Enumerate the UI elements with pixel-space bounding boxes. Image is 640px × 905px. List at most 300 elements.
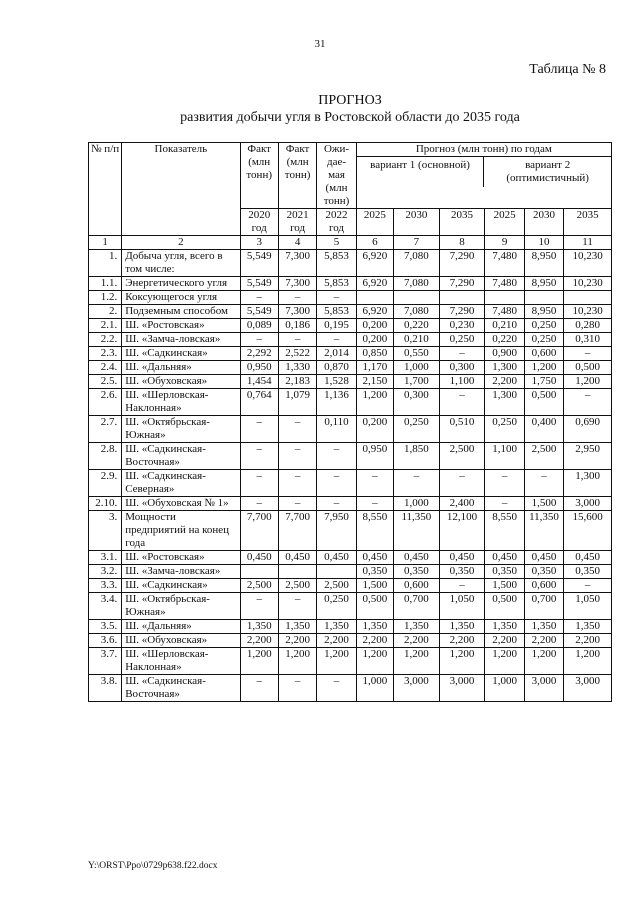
value-cell: 0,310 <box>564 333 612 347</box>
value-cell: – <box>564 347 612 361</box>
value-cell: – <box>564 579 612 593</box>
value-cell: 0,250 <box>394 416 440 443</box>
value-cell: 0,250 <box>524 319 563 333</box>
value-cell: 10,230 <box>564 305 612 319</box>
forecast-table <box>88 142 612 702</box>
value-cell: 0,200 <box>356 416 393 443</box>
row-number: 3.8. <box>89 675 122 702</box>
value-cell: 0,400 <box>524 416 563 443</box>
year-cell: 2025 <box>485 209 524 236</box>
value-cell: – <box>564 389 612 416</box>
value-cell: 0,250 <box>317 593 356 620</box>
table-row <box>89 361 612 375</box>
row-number: 2.5. <box>89 375 122 389</box>
value-cell: 2,200 <box>356 634 393 648</box>
value-cell: 1,050 <box>564 593 612 620</box>
value-cell <box>394 291 440 305</box>
value-cell: 7,950 <box>317 511 356 551</box>
value-cell: 5,549 <box>240 305 278 319</box>
value-cell: 7,300 <box>278 277 316 291</box>
value-cell: 11,350 <box>394 511 440 551</box>
table-row <box>89 305 612 319</box>
row-indicator: Ш. «Садкинская-Восточная» <box>122 675 240 702</box>
value-cell: 0,500 <box>524 389 563 416</box>
value-cell: 2,500 <box>278 579 316 593</box>
table-row <box>89 620 612 634</box>
value-cell: 1,200 <box>356 389 393 416</box>
value-cell <box>439 291 485 305</box>
row-indicator: Ш. «Дальняя» <box>122 620 240 634</box>
value-cell: 0,450 <box>317 551 356 565</box>
value-cell: 2,200 <box>240 634 278 648</box>
row-number: 2. <box>89 305 122 319</box>
value-cell: 2,200 <box>278 634 316 648</box>
value-cell: 1,528 <box>317 375 356 389</box>
value-cell: 1,000 <box>394 361 440 375</box>
value-cell: 1,000 <box>356 675 393 702</box>
value-cell: 6,920 <box>356 305 393 319</box>
value-cell: 3,000 <box>564 497 612 511</box>
row-number: 2.3. <box>89 347 122 361</box>
row-number: 2.10. <box>89 497 122 511</box>
year-cell: 2025 <box>356 209 393 236</box>
value-cell: 1,200 <box>394 648 440 675</box>
value-cell: 0,450 <box>240 551 278 565</box>
value-cell: 1,350 <box>356 620 393 634</box>
value-cell: 0,210 <box>394 333 440 347</box>
footer-file-path: Y:\ORST\Ppo\0729p638.f22.docx <box>88 861 218 871</box>
table-row <box>89 648 612 675</box>
column-number: 3 <box>240 236 278 250</box>
value-cell <box>564 291 612 305</box>
value-cell: 1,100 <box>485 443 524 470</box>
value-cell: 2,150 <box>356 375 393 389</box>
value-cell: 1,050 <box>439 593 485 620</box>
value-cell: 2,200 <box>439 634 485 648</box>
value-cell: – <box>317 470 356 497</box>
value-cell: – <box>278 675 316 702</box>
row-indicator: Мощности предприятий на конец года <box>122 511 240 551</box>
value-cell: 0,850 <box>356 347 393 361</box>
value-cell: 1,200 <box>485 648 524 675</box>
table-row <box>89 416 612 443</box>
table-label: Таблица № 8 <box>529 62 606 77</box>
value-cell: 12,100 <box>439 511 485 551</box>
value-cell: – <box>240 416 278 443</box>
value-cell: 1,200 <box>356 648 393 675</box>
table-row <box>89 551 612 565</box>
value-cell: 0,350 <box>394 565 440 579</box>
value-cell: 1,350 <box>564 620 612 634</box>
value-cell: 1,300 <box>485 389 524 416</box>
value-cell: 7,700 <box>278 511 316 551</box>
value-cell: – <box>278 291 316 305</box>
table-row <box>89 250 612 277</box>
header-forecast: Прогноз (млн тонн) по годам <box>357 143 611 157</box>
table-row <box>89 277 612 291</box>
value-cell: 0,250 <box>524 333 563 347</box>
value-cell: 6,920 <box>356 250 393 277</box>
value-cell: – <box>317 497 356 511</box>
value-cell: 0,300 <box>394 389 440 416</box>
value-cell: 7,290 <box>439 305 485 319</box>
value-cell: 8,550 <box>485 511 524 551</box>
value-cell: – <box>240 497 278 511</box>
value-cell: 0,950 <box>356 443 393 470</box>
value-cell: – <box>317 675 356 702</box>
row-indicator: Подземным способом <box>122 305 240 319</box>
row-indicator: Ш. «Садкинская» <box>122 579 240 593</box>
row-number: 3.3. <box>89 579 122 593</box>
value-cell: – <box>278 470 316 497</box>
value-cell: 0,764 <box>240 389 278 416</box>
header-expected: Ожи-дае-мая (млн тонн) <box>317 143 356 209</box>
table-row <box>89 333 612 347</box>
value-cell: – <box>240 443 278 470</box>
row-indicator: Энергетического угля <box>122 277 240 291</box>
column-number: 4 <box>278 236 316 250</box>
column-number: 10 <box>524 236 563 250</box>
table-row <box>89 375 612 389</box>
value-cell: 2,200 <box>564 634 612 648</box>
value-cell: – <box>356 470 393 497</box>
value-cell: 2,950 <box>564 443 612 470</box>
value-cell: 5,853 <box>317 305 356 319</box>
value-cell: 7,480 <box>485 277 524 291</box>
value-cell: 1,170 <box>356 361 393 375</box>
value-cell: 2,500 <box>317 579 356 593</box>
value-cell: 1,454 <box>240 375 278 389</box>
value-cell: 1,500 <box>524 497 563 511</box>
value-cell: 1,350 <box>278 620 316 634</box>
row-number: 3.4. <box>89 593 122 620</box>
row-number: 2.8. <box>89 443 122 470</box>
value-cell: 0,220 <box>485 333 524 347</box>
table-row <box>89 389 612 416</box>
header-num: № п/п <box>89 143 122 236</box>
value-cell: 7,300 <box>278 305 316 319</box>
column-number: 8 <box>439 236 485 250</box>
row-number: 2.9. <box>89 470 122 497</box>
row-indicator: Ш. «Дальняя» <box>122 361 240 375</box>
value-cell: 3,000 <box>564 675 612 702</box>
value-cell: 0,350 <box>485 565 524 579</box>
value-cell: 1,350 <box>524 620 563 634</box>
value-cell: 0,900 <box>485 347 524 361</box>
year-cell: 2035 <box>564 209 612 236</box>
table-row <box>89 675 612 702</box>
value-cell: 0,450 <box>564 551 612 565</box>
value-cell: 1,500 <box>356 579 393 593</box>
value-cell: 1,200 <box>564 375 612 389</box>
value-cell: 0,089 <box>240 319 278 333</box>
header-fact-2021: Факт (млн тонн) <box>278 143 316 209</box>
column-number: 5 <box>317 236 356 250</box>
value-cell: 2,400 <box>439 497 485 511</box>
value-cell: 1,000 <box>485 675 524 702</box>
value-cell: 8,950 <box>524 277 563 291</box>
value-cell: 0,350 <box>524 565 563 579</box>
table-row <box>89 634 612 648</box>
year-cell: 2030 <box>524 209 563 236</box>
row-indicator: Ш. «Садкинская-Северная» <box>122 470 240 497</box>
value-cell: 0,450 <box>278 551 316 565</box>
value-cell: 0,250 <box>485 416 524 443</box>
column-number: 1 <box>89 236 122 250</box>
table-row <box>89 497 612 511</box>
value-cell: – <box>240 470 278 497</box>
value-cell: 1,200 <box>524 361 563 375</box>
value-cell: – <box>240 675 278 702</box>
header-variant-2: вариант 2 (оптимистичный) <box>506 159 589 184</box>
value-cell: 0,600 <box>524 579 563 593</box>
value-cell: 8,550 <box>356 511 393 551</box>
value-cell: – <box>317 443 356 470</box>
row-indicator: Ш. «Октябрьская-Южная» <box>122 416 240 443</box>
value-cell <box>356 291 393 305</box>
value-cell: 1,750 <box>524 375 563 389</box>
value-cell: 0,500 <box>485 593 524 620</box>
value-cell: – <box>524 470 563 497</box>
value-cell: 8,950 <box>524 305 563 319</box>
header-fact-2020: Факт (млн тонн) <box>240 143 278 209</box>
value-cell: 2,292 <box>240 347 278 361</box>
value-cell: 3,000 <box>439 675 485 702</box>
value-cell: 1,700 <box>394 375 440 389</box>
row-number: 3.7. <box>89 648 122 675</box>
value-cell: 2,183 <box>278 375 316 389</box>
value-cell: 0,510 <box>439 416 485 443</box>
value-cell: 5,549 <box>240 277 278 291</box>
header-indicator: Показатель <box>122 143 240 236</box>
value-cell: 5,549 <box>240 250 278 277</box>
row-indicator: Ш. «Замча-ловская» <box>122 333 240 347</box>
value-cell: 1,136 <box>317 389 356 416</box>
value-cell: 10,230 <box>564 277 612 291</box>
value-cell: 1,200 <box>564 648 612 675</box>
header-row <box>89 143 612 209</box>
value-cell: 0,195 <box>317 319 356 333</box>
value-cell: 1,200 <box>439 648 485 675</box>
value-cell: 0,450 <box>524 551 563 565</box>
value-cell <box>524 291 563 305</box>
row-indicator: Ш. «Шерловская-Наклонная» <box>122 389 240 416</box>
row-indicator: Коксующегося угля <box>122 291 240 305</box>
value-cell: 0,600 <box>524 347 563 361</box>
value-cell: 3,000 <box>394 675 440 702</box>
value-cell: 11,350 <box>524 511 563 551</box>
value-cell: 0,350 <box>564 565 612 579</box>
row-indicator: Добыча угля, всего в том числе: <box>122 250 240 277</box>
value-cell: 1,079 <box>278 389 316 416</box>
value-cell: 0,450 <box>394 551 440 565</box>
value-cell: – <box>240 291 278 305</box>
column-number: 7 <box>394 236 440 250</box>
value-cell: 2,500 <box>439 443 485 470</box>
row-number: 3.1. <box>89 551 122 565</box>
value-cell: 0,350 <box>439 565 485 579</box>
table-row <box>89 470 612 497</box>
value-cell: 0,200 <box>356 333 393 347</box>
row-indicator: Ш. «Замча-ловская» <box>122 565 240 579</box>
year-cell: 2035 <box>439 209 485 236</box>
value-cell <box>485 291 524 305</box>
column-number: 2 <box>122 236 240 250</box>
value-cell: – <box>278 443 316 470</box>
year-cell: 2030 <box>394 209 440 236</box>
row-indicator: Ш. «Садкинская» <box>122 347 240 361</box>
document-title: ПРОГНОЗ <box>318 93 382 108</box>
value-cell: 1,000 <box>394 497 440 511</box>
value-cell: 7,080 <box>394 305 440 319</box>
table-row <box>89 347 612 361</box>
row-number: 3.2. <box>89 565 122 579</box>
value-cell: 1,350 <box>240 620 278 634</box>
table-row <box>89 579 612 593</box>
value-cell: 7,080 <box>394 277 440 291</box>
row-number: 2.1. <box>89 319 122 333</box>
row-number: 2.4. <box>89 361 122 375</box>
value-cell: 7,480 <box>485 305 524 319</box>
value-cell: 2,200 <box>485 375 524 389</box>
value-cell <box>278 565 316 579</box>
value-cell: 0,200 <box>356 319 393 333</box>
table-row <box>89 565 612 579</box>
value-cell: 0,700 <box>394 593 440 620</box>
value-cell: 0,110 <box>317 416 356 443</box>
row-indicator: Ш. «Обуховская» <box>122 634 240 648</box>
value-cell: 0,230 <box>439 319 485 333</box>
value-cell: – <box>439 470 485 497</box>
value-cell: 1,330 <box>278 361 316 375</box>
row-number: 3.5. <box>89 620 122 634</box>
row-indicator: Ш. «Ростовская» <box>122 319 240 333</box>
row-indicator: Ш. «Шерловская-Наклонная» <box>122 648 240 675</box>
row-number: 1.1. <box>89 277 122 291</box>
value-cell: 2,200 <box>485 634 524 648</box>
value-cell: – <box>278 416 316 443</box>
value-cell: 7,290 <box>439 250 485 277</box>
header-forecast-block <box>356 143 611 209</box>
column-number: 6 <box>356 236 393 250</box>
value-cell: 2,014 <box>317 347 356 361</box>
row-indicator: Ш. «Обуховская № 1» <box>122 497 240 511</box>
row-number: 2.2. <box>89 333 122 347</box>
row-number: 2.6. <box>89 389 122 416</box>
value-cell: 1,300 <box>564 470 612 497</box>
value-cell: – <box>394 470 440 497</box>
value-cell: 0,700 <box>524 593 563 620</box>
header-variant-1: вариант 1 (основной) <box>357 157 485 187</box>
value-cell: 2,522 <box>278 347 316 361</box>
value-cell: 2,200 <box>524 634 563 648</box>
value-cell: – <box>439 347 485 361</box>
value-cell: 3,000 <box>524 675 563 702</box>
value-cell: 1,350 <box>317 620 356 634</box>
value-cell: 0,550 <box>394 347 440 361</box>
value-cell: 2,500 <box>524 443 563 470</box>
value-cell: 1,200 <box>524 648 563 675</box>
value-cell: – <box>439 389 485 416</box>
value-cell: 10,230 <box>564 250 612 277</box>
value-cell: 8,950 <box>524 250 563 277</box>
value-cell: 0,450 <box>439 551 485 565</box>
value-cell: – <box>278 333 316 347</box>
value-cell: 1,350 <box>394 620 440 634</box>
value-cell <box>317 565 356 579</box>
year-cell: 2022 год <box>317 209 356 236</box>
document-subtitle: развития добычи угля в Ростовской области до 2035 года <box>180 110 520 125</box>
value-cell: 2,200 <box>317 634 356 648</box>
value-cell: 0,210 <box>485 319 524 333</box>
value-cell: – <box>356 497 393 511</box>
value-cell: 0,250 <box>439 333 485 347</box>
value-cell: 1,200 <box>278 648 316 675</box>
value-cell: 1,500 <box>485 579 524 593</box>
value-cell: 0,450 <box>356 551 393 565</box>
value-cell: 7,700 <box>240 511 278 551</box>
value-cell: 7,080 <box>394 250 440 277</box>
value-cell: – <box>485 497 524 511</box>
value-cell: 1,300 <box>485 361 524 375</box>
value-cell: 1,200 <box>317 648 356 675</box>
value-cell: 0,350 <box>356 565 393 579</box>
value-cell: 0,870 <box>317 361 356 375</box>
value-cell: – <box>485 470 524 497</box>
value-cell: 0,500 <box>564 361 612 375</box>
value-cell: 0,600 <box>394 579 440 593</box>
value-cell: 0,500 <box>356 593 393 620</box>
value-cell: – <box>240 593 278 620</box>
page-number: 31 <box>314 38 326 50</box>
value-cell: – <box>240 333 278 347</box>
value-cell: 0,690 <box>564 416 612 443</box>
value-cell: 0,280 <box>564 319 612 333</box>
value-cell: 0,950 <box>240 361 278 375</box>
row-number: 1.2. <box>89 291 122 305</box>
table-row <box>89 511 612 551</box>
value-cell: 0,300 <box>439 361 485 375</box>
row-number: 1. <box>89 250 122 277</box>
value-cell: 6,920 <box>356 277 393 291</box>
value-cell: – <box>439 579 485 593</box>
column-numbers-row <box>89 236 612 250</box>
row-indicator: Ш. «Октябрьская-Южная» <box>122 593 240 620</box>
row-indicator: Ш. «Обуховская» <box>122 375 240 389</box>
row-indicator: Ш. «Ростовская» <box>122 551 240 565</box>
year-cell: 2021 год <box>278 209 316 236</box>
value-cell: 7,290 <box>439 277 485 291</box>
value-cell: 15,600 <box>564 511 612 551</box>
row-indicator: Ш. «Садкинская-Восточная» <box>122 443 240 470</box>
value-cell <box>240 565 278 579</box>
value-cell: 7,480 <box>485 250 524 277</box>
value-cell: 1,350 <box>439 620 485 634</box>
value-cell: 1,350 <box>485 620 524 634</box>
value-cell: 7,300 <box>278 250 316 277</box>
value-cell: – <box>317 291 356 305</box>
table-row <box>89 443 612 470</box>
value-cell: 1,100 <box>439 375 485 389</box>
table-row <box>89 291 612 305</box>
value-cell: – <box>317 333 356 347</box>
value-cell: – <box>278 593 316 620</box>
table-row <box>89 319 612 333</box>
value-cell: 5,853 <box>317 277 356 291</box>
value-cell: 1,850 <box>394 443 440 470</box>
value-cell: 2,200 <box>394 634 440 648</box>
row-number: 2.7. <box>89 416 122 443</box>
